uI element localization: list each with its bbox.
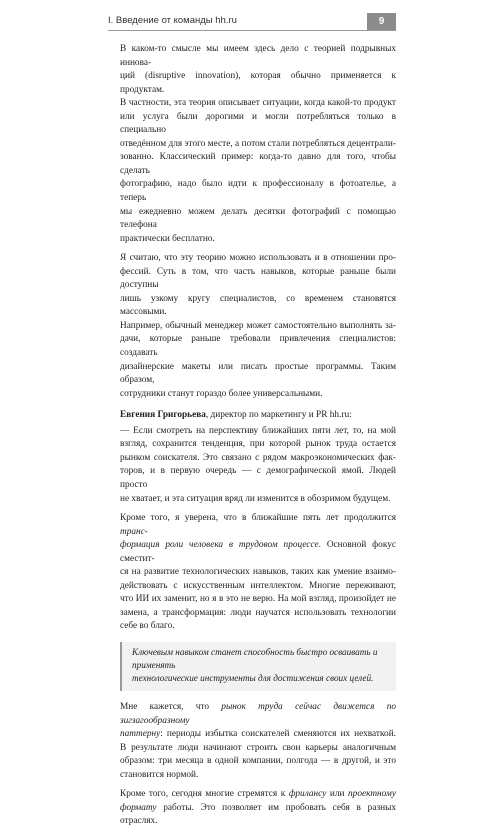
p5-line: образом: три месяца в одной компании, полгода — в другой, и это <box>120 756 396 767</box>
author-name: Евгения Григорьева <box>120 410 206 421</box>
p1-line: мы ежедневно можем делать десятки фотографий с помощью телефона <box>120 206 396 231</box>
p5-line: становится нормой. <box>120 769 199 780</box>
paragraph-2 <box>120 252 396 401</box>
p1-line: зованно. Классический пример: когда-то давно для того, чтобы сделать <box>120 152 396 176</box>
p4-line: замена, а трансформация: люди научатся использовать технологии <box>120 607 396 618</box>
p3-line: торов, и в первую очередь — с демографической ямой. Людей просто <box>120 466 396 490</box>
p5-emphasis-2: паттерну <box>120 729 161 740</box>
chapter-title: I. Введение от команды hh.ru <box>108 15 237 26</box>
p1-line: В каком-то смысле мы имеем здесь дело с теорией подрывных иннова- <box>120 44 396 68</box>
paragraph-5 <box>120 701 396 782</box>
p4-line: действовать с искусственным интеллектом. Многие переживают, <box>120 580 396 591</box>
p2-line: сотрудники станут гораздо более универсальными. <box>120 388 323 399</box>
p2-line: дачи, которые раньше требовали привлечения специалистов: создавать <box>120 334 396 359</box>
p2-line: фессий. Суть в том, что часть навыков, которые раньше были доступны <box>120 266 396 291</box>
p5-start: Мне кажется, что <box>120 701 222 712</box>
paragraph-1 <box>120 43 396 246</box>
p1-line: или услуга были дорогими и могли потребляться только в специально <box>120 111 396 136</box>
body-text <box>120 43 396 835</box>
page-number: 9 <box>367 13 396 30</box>
p4-line: что ИИ их заменит, но я в это не верю. На мой взгляд, произойдет не <box>120 594 396 605</box>
p1-line: практически бесплатно. <box>120 233 215 244</box>
p3-line: — Если смотреть на перспективу ближайших пяти лет, то, на мой <box>120 425 396 436</box>
p5-emphasis-1: рынок труда сейчас движется по зигзагообразному <box>120 701 396 726</box>
paragraph-6 <box>120 788 396 829</box>
paragraph-4 <box>120 512 396 634</box>
paragraph-3 <box>120 425 396 506</box>
p1-line: ций (disruptive innovation), которая обычно применяется к продуктам. <box>120 71 396 95</box>
p1-line: отведённом для этого месте, а потом стали потребляться децентрали- <box>120 138 396 149</box>
p4-emphasis-2: формация роли человека в трудовом процессе <box>120 540 319 551</box>
author-line <box>120 409 396 423</box>
p2-line: дизайнерские макеты или писать простые программы. Таким образом, <box>120 361 396 386</box>
p6-end: работы. Это позволяет им пробовать себя в разных отраслях. <box>120 802 396 827</box>
p6-mid: или <box>326 789 349 800</box>
p5-line: В результате люди начинают строить свои карьеры аналогичным <box>120 742 396 753</box>
p4-start: Кроме того, я уверена, что в ближайшие пять лет продолжится <box>120 513 396 524</box>
p4-rest-0: . Основной фокус сместит- <box>120 540 396 564</box>
p3-line: рынком соискателя. Это связано с рядом макроэкономических фак- <box>120 452 396 463</box>
p2-line: Я считаю, что эту теорию можно использовать и в отношении про- <box>120 253 396 264</box>
p5-rest-0: : периоды избытка соискателей сменяются их нехваткой. <box>160 729 396 740</box>
p2-line: лишь узкому кругу специалистов, со временем становятся массовыми. <box>120 293 396 318</box>
p4-line: ся на развитие технологических навыков, таких как умение взаимо- <box>120 567 396 578</box>
p6-emphasis-1: фрилансу <box>288 789 327 800</box>
p3-line: взгляд, сохранится тенденция, при которой рынок труда остается <box>120 439 396 450</box>
p1-line: фотографию, надо было идти к профессионалу в фотоателье, а теперь <box>120 179 396 204</box>
p4-line: себе во благо. <box>120 621 175 632</box>
quote-line: технологические инструменты для достижения своих целей. <box>132 672 374 683</box>
p2-line: Например, обычный менеджер может самостоятельно выполнять за- <box>120 320 396 331</box>
p6-emphasis-3: формату <box>120 802 157 813</box>
highlight-quote <box>120 642 396 691</box>
running-header <box>108 13 396 31</box>
p6-start: Кроме того, сегодня многие стремятся к <box>120 789 289 800</box>
p1-line: В частности, эта теория описывает ситуации, когда какой-то продукт <box>120 98 396 109</box>
author-role: , директор по маркетингу и PR hh.ru: <box>205 410 352 421</box>
p3-line: не хватает, и эта ситуация вряд ли изменится в обозримом будущем. <box>120 493 391 504</box>
p4-emphasis-1: транс- <box>120 526 148 537</box>
quote-line: Ключевым навыком станет способность быстро осваивать и применять <box>132 646 378 670</box>
p6-emphasis-2: проектному <box>348 789 396 800</box>
